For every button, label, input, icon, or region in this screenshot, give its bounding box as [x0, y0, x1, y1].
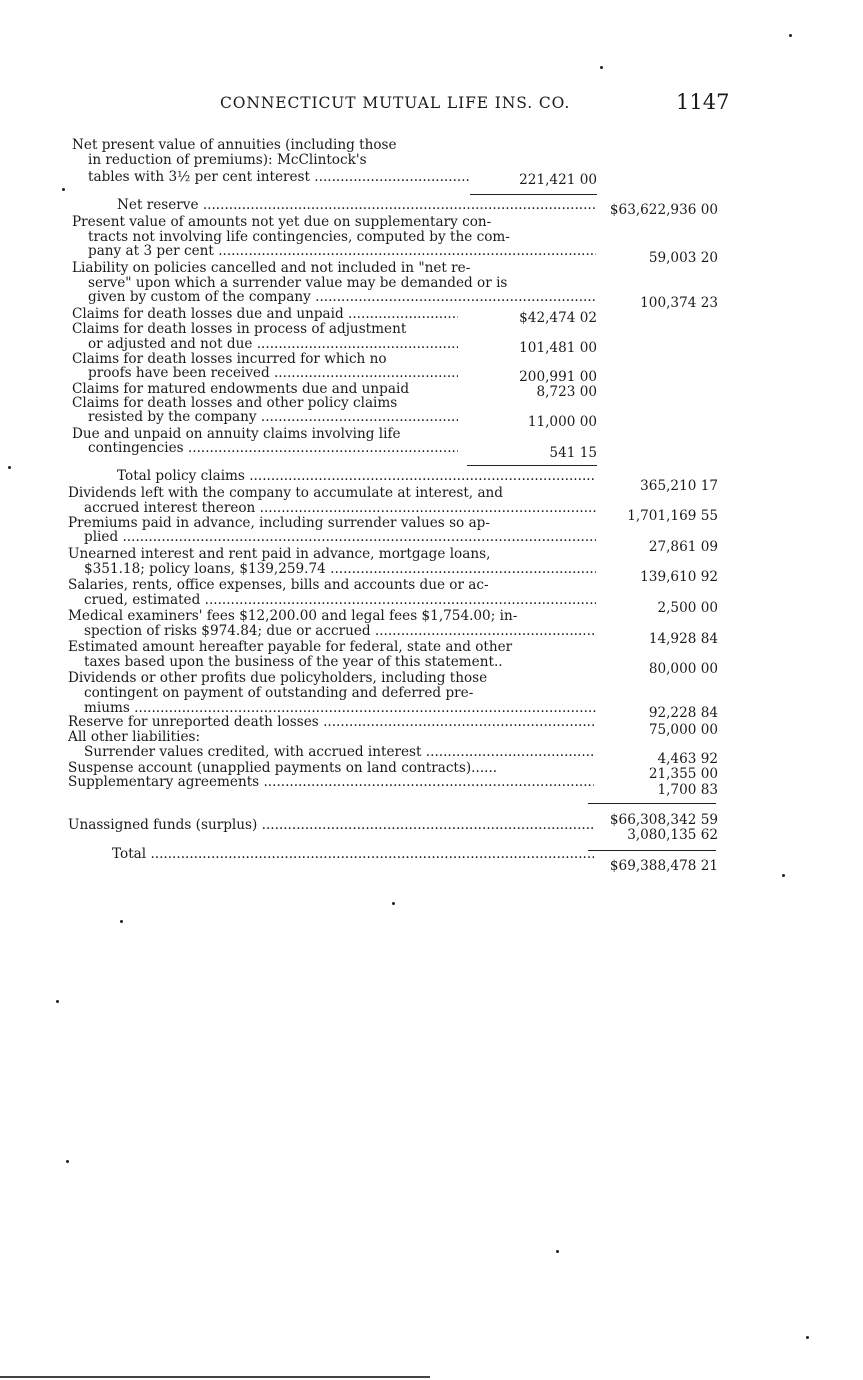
- statement-line-label: Net present value of annuities (including those: [72, 138, 397, 152]
- statement-line-label: tables with 3½ per cent interest .....: [88, 170, 470, 184]
- total-rule: [588, 850, 716, 851]
- statement-line-label: Net reserve .....: [117, 198, 595, 212]
- statement-line-amount: 541 15: [549, 445, 597, 461]
- statement-line-label: Supplementary agreements .....: [68, 775, 594, 789]
- print-speck: [556, 1250, 559, 1253]
- statement-line-label: Due and unpaid on annuity claims involving life: [72, 427, 401, 441]
- statement-line-label: Claims for death losses due and unpaid .....: [72, 307, 458, 321]
- statement-line-label: Unassigned funds (surplus) .....: [68, 818, 594, 832]
- print-speck: [600, 66, 603, 69]
- print-speck: [392, 902, 395, 905]
- print-speck: [62, 188, 65, 191]
- statement-line-amount: $42,474 02: [519, 310, 597, 326]
- statement-line-amount: 3,080,135 62: [627, 827, 718, 843]
- statement-line-label: taxes based upon the business of the year of this statement..: [84, 655, 503, 669]
- statement-line-label: Dividends or other profits due policyholders, including those: [68, 671, 488, 685]
- statement-line-label: in reduction of premiums): McClintock's: [88, 153, 367, 167]
- statement-line-label: $351.18; policy loans, $139,259.74 .....: [84, 562, 596, 576]
- statement-line-amount: 139,610 92: [640, 569, 718, 585]
- statement-line-label: Unearned interest and rent paid in advance, mortgage loans,: [68, 547, 491, 561]
- statement-line-label: Claims for matured endowments due and unpaid: [72, 382, 410, 396]
- statement-line-label: Suspense account (unapplied payments on land contracts)......: [68, 761, 498, 775]
- statement-line-label: or adjusted and not due .....: [88, 337, 458, 351]
- statement-line-label: Total policy claims .....: [117, 469, 595, 483]
- print-speck: [782, 874, 785, 877]
- statement-line-label: Salaries, rents, office expenses, bills and accounts due or ac-: [68, 578, 489, 592]
- statement-line-label: Claims for death losses incurred for which no: [72, 352, 387, 366]
- page-header: [0, 92, 863, 120]
- statement-line-label: Claims for death losses in process of adjustment: [72, 322, 407, 336]
- statement-line-label: spection of risks $974.84; due or accrued .....: [84, 624, 596, 638]
- total-rule: [467, 465, 597, 466]
- running-title: CONNECTICUT MUTUAL LIFE INS. CO.: [220, 94, 571, 112]
- total-rule: [470, 194, 597, 195]
- statement-line-amount: 101,481 00: [519, 340, 597, 356]
- statement-line-label: Present value of amounts not yet due on supplementary con-: [72, 215, 492, 229]
- statement-line-amount: 8,723 00: [536, 384, 597, 400]
- statement-line-label: crued, estimated .....: [84, 593, 596, 607]
- statement-line-label: contingencies .....: [88, 441, 458, 455]
- statement-line-amount: 100,374 23: [640, 295, 718, 311]
- statement-line-amount: 11,000 00: [527, 414, 597, 430]
- statement-line-label: Surrender values credited, with accrued interest .....: [84, 745, 594, 759]
- statement-line-label: Dividends left with the company to accumulate at interest, and: [68, 486, 503, 500]
- statement-line-amount: 200,991 00: [519, 369, 597, 385]
- statement-line-label: proofs have been received .....: [88, 366, 458, 380]
- statement-line-amount: 27,861 09: [648, 539, 718, 555]
- print-speck: [120, 920, 123, 923]
- statement-line-amount: 1,700 83: [657, 782, 718, 798]
- print-speck: [66, 1160, 69, 1163]
- statement-line-amount: $66,308,342 59: [609, 812, 718, 828]
- statement-line-label: contingent on payment of outstanding and deferred pre-: [84, 686, 474, 700]
- print-speck: [806, 1336, 809, 1339]
- statement-line-amount: 4,463 92: [657, 751, 718, 767]
- statement-line-label: Reserve for unreported death losses .....: [68, 715, 594, 729]
- statement-line-amount: 2,500 00: [657, 600, 718, 616]
- statement-line-amount: 21,355 00: [648, 766, 718, 782]
- statement-line-label: Total .....: [112, 847, 594, 861]
- statement-line-amount: 75,000 00: [648, 722, 718, 738]
- statement-line-label: pany at 3 per cent .....: [88, 244, 596, 258]
- statement-line-label: resisted by the company .....: [88, 410, 458, 424]
- statement-line-label: tracts not involving life contingencies, computed by the com-: [88, 230, 510, 244]
- total-rule: [588, 803, 716, 804]
- statement-line-label: plied .....: [84, 530, 596, 544]
- print-speck: [8, 466, 11, 469]
- statement-line-amount: 14,928 84: [648, 631, 718, 647]
- statement-line-label: Claims for death losses and other policy claims: [72, 396, 398, 410]
- statement-line-label: accrued interest thereon .....: [84, 501, 596, 515]
- page-bottom-rule: [0, 1376, 430, 1378]
- statement-line-label: Liability on policies cancelled and not included in "net re-: [72, 261, 471, 275]
- page-number: 1147: [676, 90, 730, 114]
- statement-line-label: All other liabilities:: [68, 730, 201, 744]
- statement-line-label: serve" upon which a surrender value may be demanded or is: [88, 276, 508, 290]
- statement-line-amount: 80,000 00: [648, 661, 718, 677]
- print-speck: [789, 34, 792, 37]
- statement-line-label: given by custom of the company .....: [88, 290, 596, 304]
- statement-line-amount: 1,701,169 55: [627, 508, 718, 524]
- statement-line-label: Estimated amount hereafter payable for federal, state and other: [68, 640, 513, 654]
- statement-line-amount: 59,003 20: [648, 250, 718, 266]
- statement-line-amount: 221,421 00: [519, 172, 597, 188]
- statement-line-label: Premiums paid in advance, including surrender values so ap-: [68, 516, 490, 530]
- statement-line-amount: $63,622,936 00: [609, 202, 718, 218]
- statement-line-label: miums .....: [84, 701, 596, 715]
- statement-line-amount: 365,210 17: [640, 478, 718, 494]
- statement-line-amount: 92,228 84: [648, 705, 718, 721]
- statement-line-amount: $69,388,478 21: [609, 858, 718, 874]
- statement-line-label: Medical examiners' fees $12,200.00 and legal fees $1,754.00; in-: [68, 609, 518, 623]
- print-speck: [56, 1000, 59, 1003]
